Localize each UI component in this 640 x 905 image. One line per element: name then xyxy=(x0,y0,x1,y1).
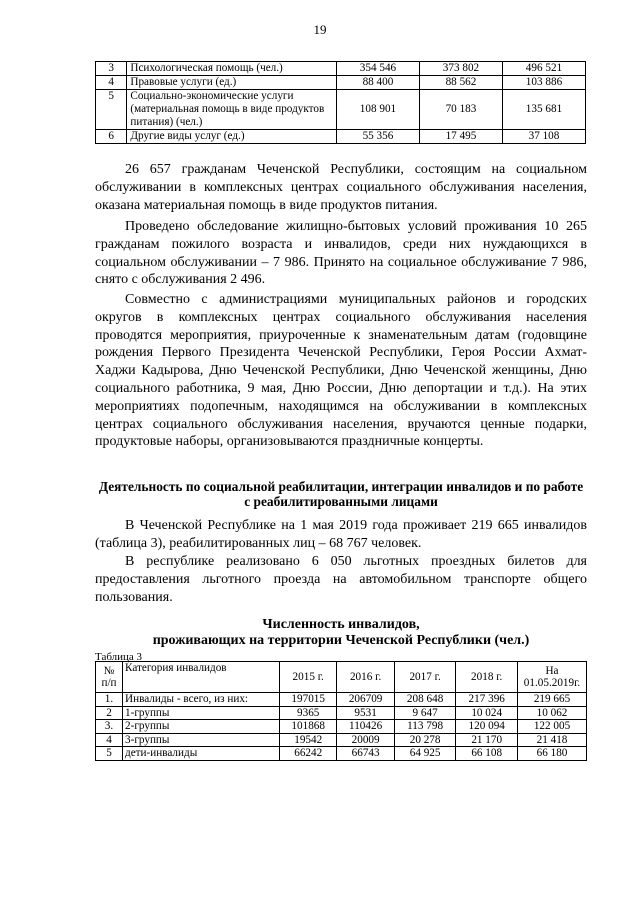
value-cell: 19542 xyxy=(280,733,337,747)
value-cell: 206709 xyxy=(337,693,394,707)
value-cell: 64 925 xyxy=(394,747,456,761)
table-row xyxy=(96,62,586,76)
row-number: 5 xyxy=(96,90,127,130)
value-cell: 10 062 xyxy=(518,706,587,720)
value-cell: 66242 xyxy=(280,747,337,761)
value-cell: 9 647 xyxy=(394,706,456,720)
row-number: 3. xyxy=(96,720,123,734)
row-category: Инвалиды - всего, из них: xyxy=(123,693,280,707)
value-cell: 20009 xyxy=(337,733,394,747)
value-cell: 135 681 xyxy=(502,90,585,130)
value-cell: 113 798 xyxy=(394,720,456,734)
table-row xyxy=(96,706,587,720)
table-label: Таблица 3 xyxy=(95,651,143,663)
page-number: 19 xyxy=(313,22,327,37)
value-cell: 20 278 xyxy=(394,733,456,747)
row-category: дети-инвалиды xyxy=(123,747,280,761)
invalids-table xyxy=(95,661,587,761)
table-caption xyxy=(95,617,587,649)
paragraph-events: Совместно с администрациями муниципальных районов и городских округов в комплексных центрах социального обслуживания населения проводятся мероприятия, приуроченные к знаменательным датам (годовщине рождения Первого Президента Чеченской Республики, Героя России Ахмат-Хаджи Кадырова, Дню Чеченской Республики, Дню Чеченской женщины, Дню социального работника, 9 мая, Дню России, Дню депортации и т.д.). На этих мероприятиях подопечным, находящимся на обслуживании в комплексных центрах социального обслуживания населения, вручаются ценные подарки, продуктовые наборы, организовываются праздничные концерты. xyxy=(95,292,587,450)
row-label: Другие виды услуг (ед.) xyxy=(127,130,337,144)
value-cell: 110426 xyxy=(337,720,394,734)
value-cell: 101868 xyxy=(280,720,337,734)
value-cell: 10 024 xyxy=(456,706,518,720)
value-cell: 21 170 xyxy=(456,733,518,747)
table-row xyxy=(96,130,586,144)
row-number: 6 xyxy=(96,130,127,144)
table-row xyxy=(96,733,587,747)
paragraph-survey: Проведено обследование жилищно-бытовых условий проживания 10 265 гражданам пожилого возраста и инвалидов, среди них нуждающихся в социальном обслуживании – 7 986. Принято на социальное обслуживание 7 986, снято с обслуживания 2 496. xyxy=(95,219,587,288)
header-year: 2018 г. xyxy=(456,662,518,693)
row-number: 4 xyxy=(96,76,127,90)
table-row xyxy=(96,90,586,130)
value-cell: 122 005 xyxy=(518,720,587,734)
table-caption-line-2: проживающих на территории Чеченской Республики (чел.) xyxy=(152,633,530,648)
row-number: 4 xyxy=(96,733,123,747)
value-cell: 66743 xyxy=(337,747,394,761)
table-row xyxy=(96,720,587,734)
value-cell: 66 108 xyxy=(456,747,518,761)
row-number: 2 xyxy=(96,706,123,720)
row-number: 5 xyxy=(96,747,123,761)
paragraph-invalids: В Чеченской Республике на 1 мая 2019 года проживает 219 665 инвалидов (таблица 3), реабилитированных лиц – 68 767 человек. xyxy=(95,518,587,551)
value-cell: 354 546 xyxy=(336,62,419,76)
paragraph-aid: 26 657 гражданам Чеченской Республики, состоящим на социальном обслуживании в комплексных центрах социального обслуживания населения, оказана материальная помощь в виде продуктов питания. xyxy=(95,162,587,213)
value-cell: 9365 xyxy=(280,706,337,720)
row-category: 3-группы xyxy=(123,733,280,747)
value-cell: 37 108 xyxy=(502,130,585,144)
header-year: На 01.05.2019г. xyxy=(518,662,587,693)
value-cell: 66 180 xyxy=(518,747,587,761)
value-cell: 17 495 xyxy=(419,130,502,144)
row-label: Психологическая помощь (чел.) xyxy=(127,62,337,76)
value-cell: 197015 xyxy=(280,693,337,707)
header-number: № п/п xyxy=(96,662,123,693)
header-category: Категория инвалидов xyxy=(123,662,280,693)
value-cell: 88 400 xyxy=(336,76,419,90)
table-caption-line-1: Численность инвалидов, xyxy=(262,617,420,632)
value-cell: 55 356 xyxy=(336,130,419,144)
table-row xyxy=(96,693,587,707)
value-cell: 208 648 xyxy=(394,693,456,707)
value-cell: 120 094 xyxy=(456,720,518,734)
value-cell: 373 802 xyxy=(419,62,502,76)
section-heading: Деятельность по социальной реабилитации, интеграции инвалидов и по работе с реабилитированными лицами xyxy=(98,479,584,509)
services-table xyxy=(95,61,586,144)
value-cell: 21 418 xyxy=(518,733,587,747)
row-label: Социально-экономические услуги (материальная помощь в виде продуктов питания) (чел.) xyxy=(127,90,337,130)
row-number: 3 xyxy=(96,62,127,76)
value-cell: 103 886 xyxy=(502,76,585,90)
value-cell: 219 665 xyxy=(518,693,587,707)
table-header-row xyxy=(96,662,587,693)
value-cell: 88 562 xyxy=(419,76,502,90)
row-category: 1-группы xyxy=(123,706,280,720)
value-cell: 9531 xyxy=(337,706,394,720)
row-number: 1. xyxy=(96,693,123,707)
header-year: 2017 г. xyxy=(394,662,456,693)
value-cell: 70 183 xyxy=(419,90,502,130)
value-cell: 496 521 xyxy=(502,62,585,76)
header-year: 2015 г. xyxy=(280,662,337,693)
value-cell: 217 396 xyxy=(456,693,518,707)
header-year: 2016 г. xyxy=(337,662,394,693)
row-category: 2-группы xyxy=(123,720,280,734)
paragraph-tickets: В республике реализовано 6 050 льготных проездных билетов для предоставления льготного проезда на автомобильном транспорте общего пользования. xyxy=(95,554,587,605)
row-label: Правовые услуги (ед.) xyxy=(127,76,337,90)
table-row xyxy=(96,747,587,761)
table-row xyxy=(96,76,586,90)
value-cell: 108 901 xyxy=(336,90,419,130)
